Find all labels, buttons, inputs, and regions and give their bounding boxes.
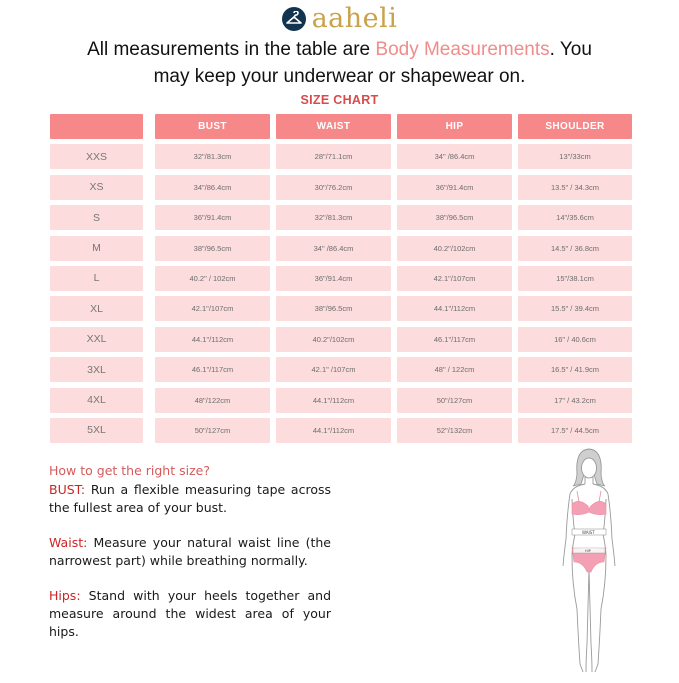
intro-text xyxy=(20,36,659,90)
size-cell: S xyxy=(50,205,143,230)
intro-line1-start: All measurements in the table are xyxy=(87,39,376,60)
bust-cell: 42.1"/107cm xyxy=(155,296,270,321)
bust-label: BUST: xyxy=(49,482,86,497)
intro-line1-end: . You xyxy=(549,39,592,60)
waist-cell: 38"/96.5cm xyxy=(276,296,391,321)
waist-instruction xyxy=(49,534,331,570)
intro-line2: may keep your underwear or shapewear on. xyxy=(153,66,526,87)
waist-cell: 44.1"/112cm xyxy=(276,388,391,413)
shoulder-cell: 15"/38.1cm xyxy=(518,266,632,291)
size-cell: XS xyxy=(50,175,143,200)
bust-cell: 38"/96.5cm xyxy=(155,236,270,261)
header-cell-bust: BUST xyxy=(155,114,270,139)
waist-tag: WAIST xyxy=(582,530,595,535)
bust-cell: 48"/122cm xyxy=(155,388,270,413)
size-chart-table xyxy=(50,114,632,448)
header-cell-size xyxy=(50,114,143,139)
bust-cell: 50"/127cm xyxy=(155,418,270,443)
table-row xyxy=(50,296,632,321)
table-row xyxy=(50,357,632,382)
body-measurements-highlight: Body Measurements xyxy=(375,39,550,60)
waist-cell: 30"/76.2cm xyxy=(276,175,391,200)
size-chart-title: SIZE CHART xyxy=(300,93,379,107)
hip-cell: 46.1"/117cm xyxy=(397,327,512,352)
bust-cell: 46.1"/117cm xyxy=(155,357,270,382)
shoulder-cell: 14"/35.6cm xyxy=(518,205,632,230)
header-cell-shoulder: SHOULDER xyxy=(518,114,632,139)
waist-label: Waist: xyxy=(49,535,88,550)
shoulder-cell: 13"/33cm xyxy=(518,144,632,169)
hanger-icon xyxy=(282,7,306,31)
shoulder-cell: 14.5" / 36.8cm xyxy=(518,236,632,261)
hip-cell: 36"/91.4cm xyxy=(397,175,512,200)
size-cell: M xyxy=(50,236,143,261)
waist-cell: 28"/71.1cm xyxy=(276,144,391,169)
bust-instruction xyxy=(49,481,331,517)
waist-cell: 42.1" /107cm xyxy=(276,357,391,382)
hips-label: Hips: xyxy=(49,588,81,603)
shoulder-cell: 13.5" / 34.3cm xyxy=(518,175,632,200)
hip-cell: 38"/96.5cm xyxy=(397,205,512,230)
table-row xyxy=(50,205,632,230)
table-header-row xyxy=(50,114,632,139)
shoulder-cell: 17" / 43.2cm xyxy=(518,388,632,413)
brand-name: aaheli xyxy=(311,3,398,34)
shoulder-cell: 15.5" / 39.4cm xyxy=(518,296,632,321)
hips-instruction xyxy=(49,587,331,641)
body-figure-illustration xyxy=(545,444,630,679)
table-row xyxy=(50,388,632,413)
hips-text: Stand with your heels together and measure around the widest area of your hips. xyxy=(49,588,331,639)
waist-cell: 36"/91.4cm xyxy=(276,266,391,291)
hip-cell: 48" / 122cm xyxy=(397,357,512,382)
guide-title: How to get the right size? xyxy=(49,463,210,478)
brand-logo xyxy=(0,5,679,35)
size-cell: 3XL xyxy=(50,357,143,382)
body-figure-svg xyxy=(545,444,630,679)
header-cell-hip: HIP xyxy=(397,114,512,139)
table-row xyxy=(50,236,632,261)
hip-cell: 52"/132cm xyxy=(397,418,512,443)
hip-tag: HIP xyxy=(585,549,591,553)
bust-cell: 36"/91.4cm xyxy=(155,205,270,230)
waist-text: Measure your natural waist line (the narrowest part) while breathing normally. xyxy=(49,535,331,568)
hip-cell: 42.1"/107cm xyxy=(397,266,512,291)
waist-cell: 32"/81.3cm xyxy=(276,205,391,230)
size-cell: L xyxy=(50,266,143,291)
bust-cell: 34"/86.4cm xyxy=(155,175,270,200)
shoulder-cell: 16.5" / 41.9cm xyxy=(518,357,632,382)
hip-cell: 50"/127cm xyxy=(397,388,512,413)
table-row xyxy=(50,144,632,169)
shoulder-cell: 16" / 40.6cm xyxy=(518,327,632,352)
waist-cell: 34" /86.4cm xyxy=(276,236,391,261)
size-cell: 5XL xyxy=(50,418,143,443)
hip-cell: 44.1"/112cm xyxy=(397,296,512,321)
size-cell: XXS xyxy=(50,144,143,169)
bust-cell: 40.2" / 102cm xyxy=(155,266,270,291)
table-row xyxy=(50,175,632,200)
hip-cell: 40.2"/102cm xyxy=(397,236,512,261)
bust-text: Run a flexible measuring tape across the fullest area of your bust. xyxy=(49,482,331,515)
size-cell: XXL xyxy=(50,327,143,352)
waist-cell: 44.1"/112cm xyxy=(276,418,391,443)
table-row xyxy=(50,327,632,352)
bust-cell: 32"/81.3cm xyxy=(155,144,270,169)
size-cell: 4XL xyxy=(50,388,143,413)
waist-cell: 40.2"/102cm xyxy=(276,327,391,352)
hip-cell: 34" /86.4cm xyxy=(397,144,512,169)
size-cell: XL xyxy=(50,296,143,321)
shoulder-cell: 17.5" / 44.5cm xyxy=(518,418,632,443)
table-row xyxy=(50,266,632,291)
header-cell-waist: WAIST xyxy=(276,114,391,139)
table-row xyxy=(50,418,632,443)
bust-cell: 44.1"/112cm xyxy=(155,327,270,352)
measuring-guide xyxy=(49,462,331,658)
